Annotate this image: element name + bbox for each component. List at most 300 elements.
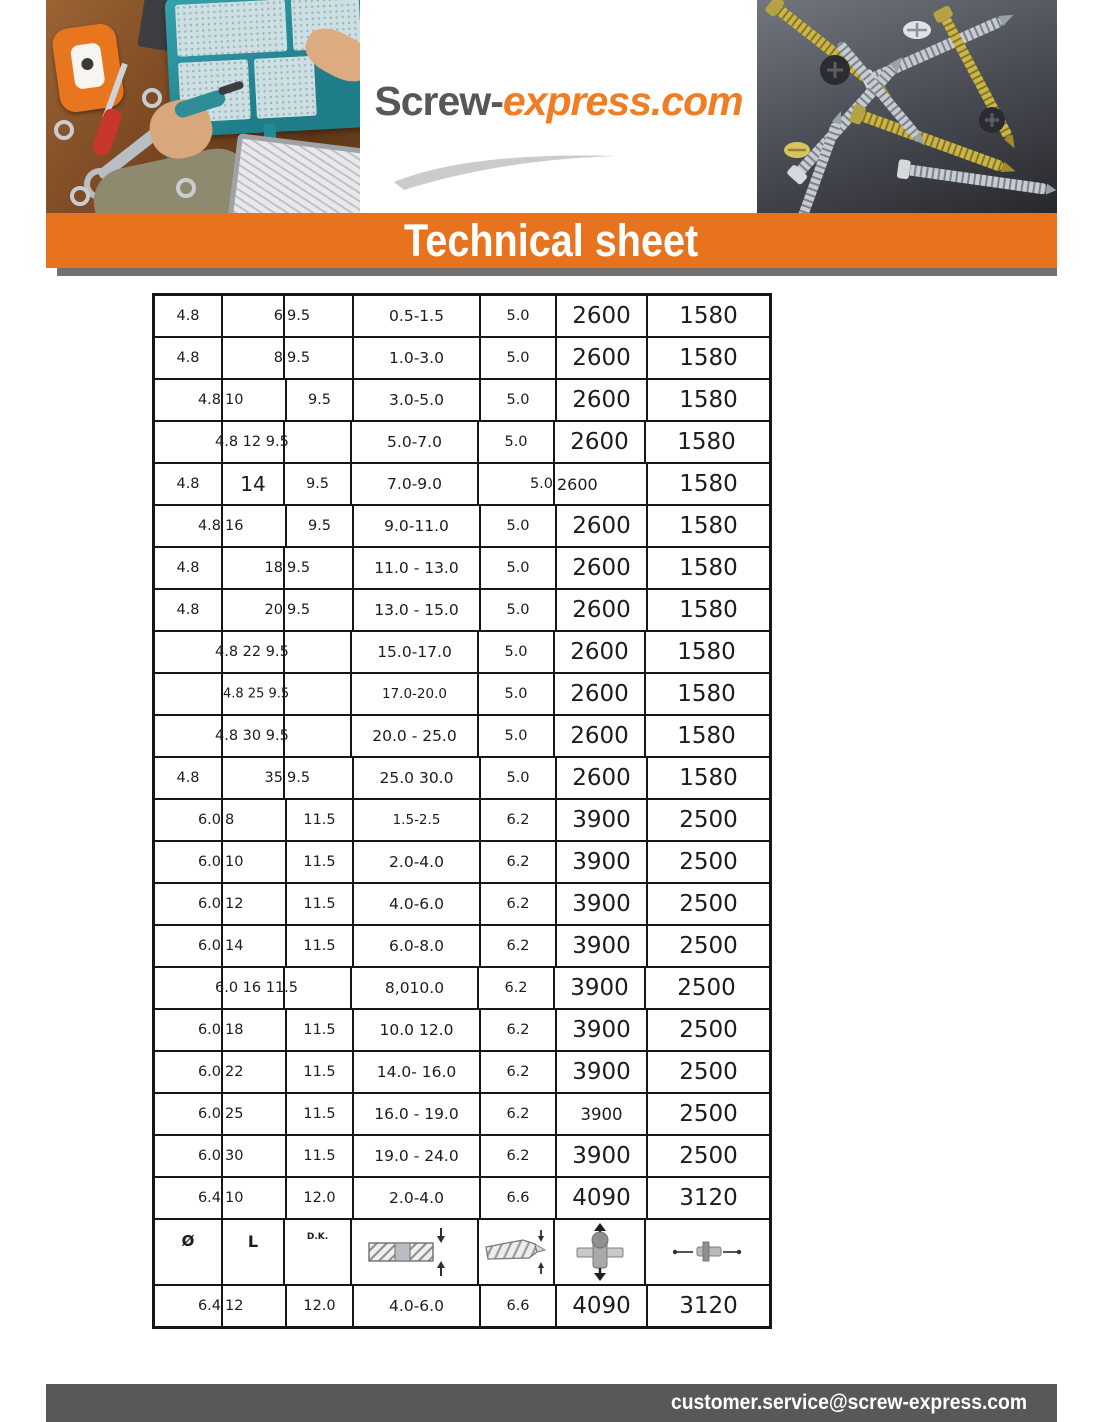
cell-value: 6.0-8.0 [389,937,444,955]
cell-value: 6.2 [504,980,528,996]
table-cell [221,1178,285,1218]
cell-value: 8 [225,812,235,828]
cell-value: 1580 [679,555,738,581]
table-cell [155,296,221,336]
table-cell [283,464,350,504]
screw-tray [227,133,360,213]
table-cell [555,1094,646,1134]
cell-value: 14 [240,472,266,496]
cell-value: 2500 [679,933,738,959]
table-cell [646,884,769,924]
cell-value: 14.0- 16.0 [376,1063,457,1081]
table-cell [646,1286,769,1326]
cell-value: 1580 [677,723,736,749]
table-cell [644,632,767,672]
table-cell [555,1052,646,1092]
cell-value: 2500 [679,1059,738,1085]
table-cell [646,506,769,546]
table-cell [479,380,555,420]
cell-value: 6.4 [197,1298,221,1314]
cell-value: 4.8 [176,560,200,576]
merged-cell-value: 4.8 12 9.5 [215,434,289,450]
table-row [155,1176,769,1218]
table-cell [352,926,479,966]
table-cell [352,590,479,630]
table-cell [555,590,646,630]
table-cell [477,422,553,462]
cell-value: 1580 [679,765,738,791]
column-header- [155,1220,221,1284]
table-cell [283,422,350,462]
table-cell [479,1094,555,1134]
table-row [155,336,769,378]
diagram-header-row [155,1218,769,1284]
table-cell [646,548,769,588]
table-cell [155,632,221,672]
cell-value: 5.0 [506,308,530,324]
cell-value: 3900 [572,1143,631,1169]
cell-value: 6.0 [197,1064,221,1080]
cell-value: 5.0 [504,686,528,702]
logo-text-screw: Screw- [374,78,503,124]
table-cell [155,1136,221,1176]
cell-value: 3.0-5.0 [389,391,444,409]
cell-value: 30 [225,1148,244,1164]
table-cell [155,842,221,882]
cell-value: 11.5 [303,1106,336,1122]
cell-value: 2600 [572,303,631,329]
cell-value: 18 [225,1022,244,1038]
cell-value: 4.0-6.0 [389,895,444,913]
table-row [155,1284,769,1326]
cell-value: 3900 [572,933,631,959]
table-cell [285,506,352,546]
table-cell [221,380,285,420]
table-cell [221,548,283,588]
table-cell [479,338,555,378]
table-row [155,924,769,966]
cell-value: 15.0-17.0 [377,643,452,661]
table-cell [555,842,646,882]
table-row [155,882,769,924]
banner-shadow-strip [57,268,1057,276]
cell-value: 6.2 [506,938,530,954]
cell-value: 5.0 [506,392,530,408]
table-cell [644,968,767,1008]
table-cell [283,590,352,630]
cell-value: 2.0-4.0 [389,853,444,871]
table-cell [221,1010,285,1050]
table-row [155,462,769,504]
table-cell [221,1052,285,1092]
cell-value: 1580 [679,387,738,413]
cell-value: 25 [225,1106,244,1122]
table-cell [477,464,553,504]
cell-value: 3900 [580,1104,623,1124]
table-cell [646,590,769,630]
table-cell [479,926,555,966]
cell-value: 22 [225,1064,244,1080]
table-cell [221,590,283,630]
rivet-spec-table [152,293,772,1329]
table-cell [646,1094,769,1134]
table-cell [479,296,555,336]
table-row [155,672,769,714]
cell-value: 3120 [679,1293,738,1319]
cell-value: 6.2 [506,1022,530,1038]
table-row [155,378,769,420]
table-cell [479,884,555,924]
cell-value: 1.5-2.5 [392,812,441,828]
cell-value: 3900 [572,1017,631,1043]
table-cell [553,716,644,756]
cell-value: 1580 [679,303,738,329]
table-cell [646,1052,769,1092]
cell-value: 5.0 [506,602,530,618]
logo-swoosh [388,148,628,194]
table-cell [646,1010,769,1050]
table-row [155,756,769,798]
table-cell [352,1136,479,1176]
cell-value: 6.0 [197,1106,221,1122]
table-cell [221,1136,285,1176]
screws-pile-photo [757,0,1057,213]
table-cell [221,1094,285,1134]
table-cell [285,1052,352,1092]
table-cell [479,1286,555,1326]
table-cell [155,926,221,966]
table-row [155,1134,769,1176]
cell-value: 4.0-6.0 [389,1297,444,1315]
cell-value: 6.0 [197,896,221,912]
table-cell [221,800,285,840]
cell-value: 6.2 [506,896,530,912]
cell-value: 11.5 [303,938,336,954]
cell-value: 14 [225,938,244,954]
cell-value: 11.5 [303,1148,336,1164]
cell-value: 2600 [572,513,631,539]
table-cell [221,338,283,378]
cell-value: 9.5 [287,350,311,366]
cell-value: 4.8 [176,308,200,324]
screws-pile-illustration [757,0,1057,213]
table-cell [155,968,221,1008]
cell-value: 11.0 - 13.0 [374,559,459,577]
cell-value: 9.0-11.0 [384,517,449,535]
table-cell [646,1178,769,1218]
table-cell [221,884,285,924]
cell-value: 2600 [572,765,631,791]
cell-value: 13.0 - 15.0 [374,601,459,619]
cell-value: 2600 [557,474,598,494]
cell-value: 10 [225,854,244,870]
cell-value: 6.6 [506,1190,530,1206]
table-cell [155,1052,221,1092]
table-cell [352,548,479,588]
table-cell [644,674,767,714]
cell-value: 9.5 [307,518,332,534]
table-cell [555,506,646,546]
table-cell [646,800,769,840]
table-cell [479,758,555,798]
table-cell [221,926,285,966]
table-cell [285,884,352,924]
table-cell [285,1286,352,1326]
cell-value: 17.0-20.0 [382,686,447,702]
table-cell [352,1094,479,1134]
table-cell [285,1010,352,1050]
table-cell [555,338,646,378]
table-cell [477,968,553,1008]
cell-value: 9.5 [305,476,330,492]
table-cell [283,632,350,672]
table-cell [646,338,769,378]
table-row [155,420,769,462]
cell-value: 4.8 [176,476,200,492]
cell-value: 4090 [572,1293,631,1319]
table-cell [221,464,283,504]
table-cell [555,758,646,798]
cell-value: 35 [264,770,283,786]
cell-value: 20.0 - 25.0 [372,727,457,745]
cell-value: 2.0-4.0 [389,1189,444,1207]
cell-value: 9.5 [287,308,311,324]
cell-value: 2500 [679,1101,738,1127]
table-cell [479,1052,555,1092]
cell-value: 9.5 [287,602,311,618]
cell-value: 5.0 [506,560,530,576]
table-cell [555,1136,646,1176]
cell-value: 2600 [572,387,631,413]
table-cell [221,842,285,882]
column-header-dk [283,1220,350,1284]
cell-value: 11.5 [303,1022,336,1038]
table-cell [352,842,479,882]
cell-value: 11.5 [303,1064,336,1080]
cell-value: 16.0 - 19.0 [374,1105,459,1123]
contact-email: customer.service@screw-express.com [670,1391,1027,1414]
table-cell [352,1010,479,1050]
cell-value: 6.2 [506,1106,530,1122]
washer [54,120,74,140]
cell-value: 9.5 [287,560,311,576]
cell-value: 3900 [572,807,631,833]
cell-value: 1580 [679,345,738,371]
table-row [155,296,769,336]
cell-value: 1580 [679,513,738,539]
table-cell [479,506,555,546]
cell-value: 3900 [570,975,629,1001]
table-row [155,966,769,1008]
table-cell [352,296,479,336]
cell-value: 5.0 [506,518,530,534]
table-cell [155,548,221,588]
cell-value: 5.0 [504,728,528,744]
table-cell [352,800,479,840]
table-cell [285,1136,352,1176]
cell-value: 1580 [677,681,736,707]
table-cell [477,632,553,672]
table-cell [352,1286,479,1326]
title-banner [46,213,1057,268]
table-cell [553,968,644,1008]
table-cell [644,422,767,462]
washer [70,186,90,206]
table-cell [477,674,553,714]
cell-value: 6.0 [197,938,221,954]
cell-value: 2600 [570,681,629,707]
merged-cell-value: 4.8 22 9.5 [215,644,289,660]
cell-value: 4.8 [176,602,200,618]
table-cell [283,548,352,588]
table-cell [283,338,352,378]
table-row [155,546,769,588]
cell-value: 2600 [570,723,629,749]
table-cell [352,1178,479,1218]
washer [176,178,196,198]
table-cell [646,842,769,882]
table-cell [352,758,479,798]
washer [142,88,162,108]
table-cell [479,1010,555,1050]
table-row [155,630,769,672]
merged-cell-value: 6.0 16 11.5 [215,980,299,996]
table-cell [221,1286,285,1326]
table-cell [350,632,477,672]
cell-value: 1.0-3.0 [389,349,444,367]
table-cell [283,716,350,756]
cell-value: 10.0 12.0 [379,1021,454,1039]
cell-value: 0.5-1.5 [389,307,444,325]
table-row [155,1092,769,1134]
cell-value: 2500 [677,975,736,1001]
table-cell [155,1178,221,1218]
rivet-side-diagram [644,1220,767,1284]
cell-value: 20 [264,602,283,618]
table-cell [155,1010,221,1050]
cell-value: 6.6 [506,1298,530,1314]
table-cell [479,1178,555,1218]
logo [360,78,757,125]
cell-value: 11.5 [303,812,336,828]
table-cell [155,1286,221,1326]
table-cell [155,800,221,840]
cell-value: 9.5 [287,770,311,786]
table-cell [479,1136,555,1176]
table-cell [221,296,283,336]
table-cell [646,1136,769,1176]
table-cell [646,380,769,420]
table-cell [646,296,769,336]
cell-value: 2600 [572,555,631,581]
logo-text-express: express.com [502,78,743,124]
table-cell [350,422,477,462]
table-cell [644,716,767,756]
cell-value: 10 [225,1190,244,1206]
cell-value: 6.0 [197,1148,221,1164]
cell-value: 5.0-7.0 [387,433,442,451]
organizer-compartment [254,56,317,119]
cell-value: 11.5 [303,854,336,870]
table-cell [285,842,352,882]
table-cell [283,674,350,714]
cell-value: 2500 [679,1017,738,1043]
table-row [155,504,769,546]
table-row [155,798,769,840]
merged-cell-value: 4.8 25 9.5 [223,686,290,702]
table-cell [221,758,283,798]
table-cell [285,800,352,840]
table-cell [350,968,477,1008]
cell-value: 9.5 [307,392,332,408]
table-cell [352,1052,479,1092]
table-cell [155,422,221,462]
cell-value: 1580 [677,429,736,455]
table-cell [350,716,477,756]
table-cell [285,926,352,966]
cell-value: 8 [273,350,283,366]
merged-cell-value: 4.8 30 9.5 [215,728,289,744]
cell-value: 12.0 [303,1190,336,1206]
cell-value: 5.0 [504,434,528,450]
cell-value: 3900 [572,891,631,917]
cell-value: 5.0 [506,770,530,786]
cell-value: 5.0 [504,644,528,660]
cell-value: 2500 [679,891,738,917]
table-cell [221,506,285,546]
logo-area [360,0,757,213]
cell-value: 2600 [572,597,631,623]
cell-value: 2600 [570,639,629,665]
cell-value: 6.4 [197,1190,221,1206]
cell-value: 6.2 [506,1064,530,1080]
cell-value: 6.0 [197,1022,221,1038]
cell-value: 12 [225,896,244,912]
table-cell [477,716,553,756]
table-cell [352,884,479,924]
grip-plates-diagram [350,1220,477,1284]
table-cell [285,380,352,420]
cell-value: 6.2 [506,1148,530,1164]
cell-value: 10 [225,392,244,408]
table-cell [553,674,644,714]
table-row [155,840,769,882]
table-cell [553,464,646,504]
table-cell [555,380,646,420]
rivet-front-diagram [553,1220,644,1284]
cell-value: 1580 [679,597,738,623]
table-cell [350,464,477,504]
cell-value: 3900 [572,1059,631,1085]
table-cell [155,338,221,378]
cell-value: 2600 [572,345,631,371]
footer-bar [46,1384,1057,1422]
cell-value: 3900 [572,849,631,875]
column-header-label: L [247,1232,259,1251]
cell-value: 6.0 [197,812,221,828]
cell-value: 1580 [677,639,736,665]
table-cell [555,296,646,336]
table-cell [555,1178,646,1218]
cell-value: 18 [264,560,283,576]
table-row [155,588,769,630]
table-cell [646,464,769,504]
table-cell [155,590,221,630]
table-cell [479,548,555,588]
table-cell [479,800,555,840]
table-cell [352,506,479,546]
cell-value: 6 [273,308,283,324]
